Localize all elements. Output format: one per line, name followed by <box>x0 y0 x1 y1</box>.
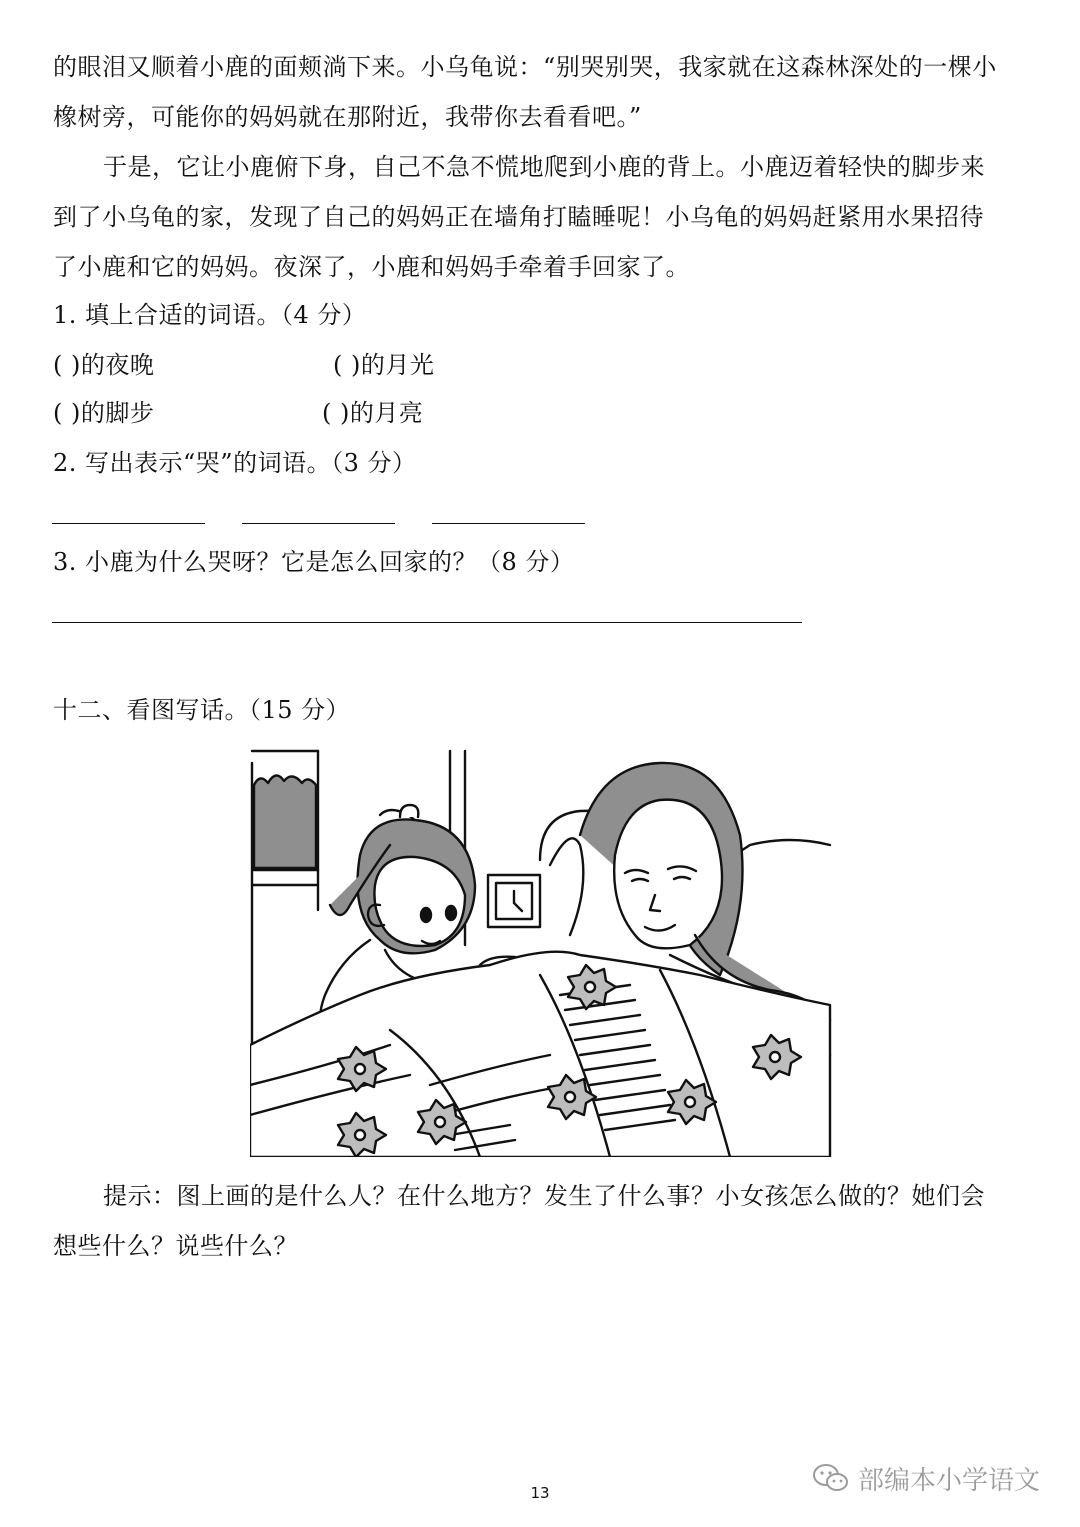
page-number: 13 <box>530 1484 550 1502</box>
answer-blank-2[interactable] <box>242 523 395 524</box>
passage-line-1: 的眼泪又顺着小鹿的面颊淌下来。小乌龟说：“别哭别哭，我家就在这森林深处的一棵小 <box>53 53 997 81</box>
q1-item-footsteps: ( )的脚步 <box>53 399 155 427</box>
answer-blank-long[interactable] <box>52 622 802 623</box>
question-2-title: 2. 写出表示“哭”的词语。（3 分） <box>53 449 417 477</box>
q1-item-moonlight: ( )的月光 <box>333 351 435 379</box>
passage-line-4: 到了小乌龟的家，发现了自己的妈妈正在墙角打瞌睡呢！小乌龟的妈妈赶紧用水果招待 <box>53 203 984 231</box>
hint-line-2: 想些什么？说些什么？ <box>53 1232 298 1260</box>
hint-line-1: 提示：图上画的是什么人？在什么地方？发生了什么事？小女孩怎么做的？她们会 <box>103 1182 985 1210</box>
passage-line-2: 橡树旁，可能你的妈妈就在那附近，我带你去看看吧。” <box>53 103 642 131</box>
answer-blank-3[interactable] <box>432 523 585 524</box>
passage-line-3: 于是，它让小鹿俯下身，自己不急不慌地爬到小鹿的背上。小鹿迈着轻快的脚步来 <box>103 153 985 181</box>
mother-daughter-illustration <box>250 745 832 1157</box>
answer-blank-1[interactable] <box>52 523 205 524</box>
passage-line-5: 了小鹿和它的妈妈。夜深了，小鹿和妈妈手牵着手回家了。 <box>53 253 690 281</box>
question-1-title: 1. 填上合适的词语。（4 分） <box>53 301 367 329</box>
q1-item-night: ( )的夜晚 <box>53 351 155 379</box>
section-12-title: 十二、看图写话。（15 分） <box>53 696 351 724</box>
watermark-text: 部编本小学语文 <box>858 1465 1041 1496</box>
question-3-title: 3. 小鹿为什么哭呀？它是怎么回家的？（8 分） <box>53 548 575 576</box>
q1-item-moon: ( )的月亮 <box>322 399 424 427</box>
